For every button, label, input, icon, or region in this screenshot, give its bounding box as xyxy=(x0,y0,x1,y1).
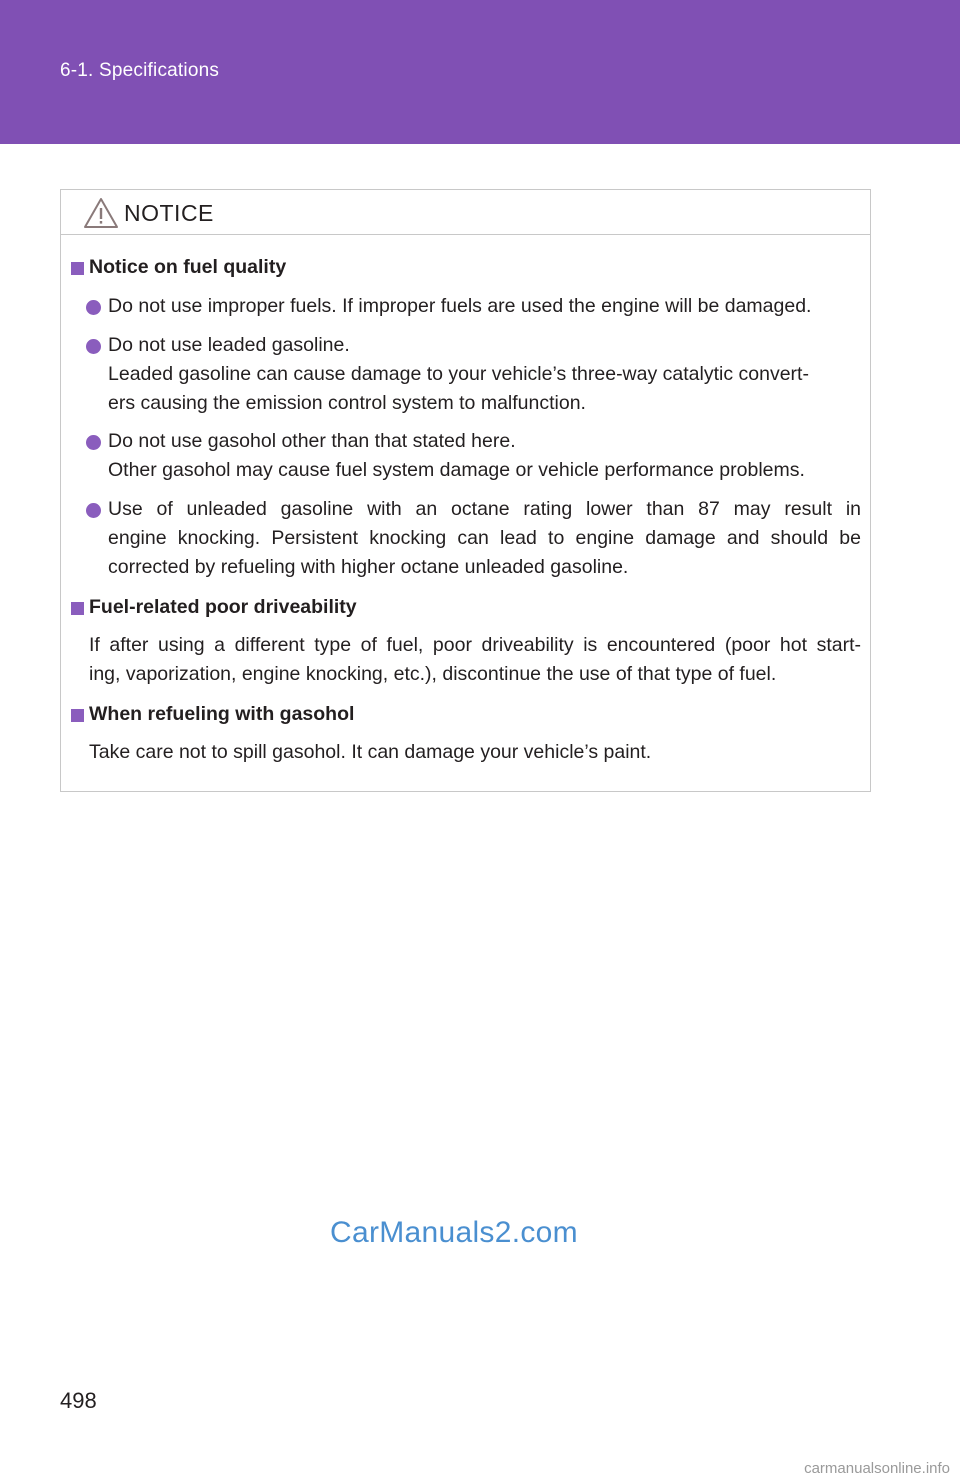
section-marker-icon xyxy=(71,262,84,275)
text-line: Do not use gasohol other than that stated here. xyxy=(108,430,516,452)
watermark-logo: CarManuals2.com xyxy=(330,1216,578,1249)
text-line: Use of unleaded gasoline with an octane rating lower than 87 may result in xyxy=(108,498,861,520)
text-line: Do not use improper fuels. If improper fuels are used the engine will be damaged. xyxy=(108,295,812,317)
section-heading: When refueling with gasohol xyxy=(89,703,355,725)
section-marker-icon xyxy=(71,709,84,722)
footer-site-link[interactable]: carmanualsonline.info xyxy=(804,1460,950,1477)
section-heading: Fuel-related poor driveability xyxy=(89,596,357,618)
bullet-text xyxy=(108,331,861,418)
text-line: ing, vaporization, engine knocking, etc.), discontinue the use of that type of fuel. xyxy=(89,663,777,685)
page-number: 498 xyxy=(60,1388,97,1413)
text-line: ers causing the emission control system to malfunction. xyxy=(108,392,586,414)
text-line: If after using a different type of fuel, poor driveability is encountered (poor hot start- xyxy=(89,634,861,656)
text-line: Take care not to spill gasohol. It can damage your vehicle’s paint. xyxy=(89,741,652,763)
bullet-icon xyxy=(86,339,101,354)
section-title: 6-1. Specifications xyxy=(60,60,220,81)
section-text xyxy=(89,631,861,689)
bullet-icon xyxy=(86,300,101,315)
notice-box xyxy=(60,189,871,792)
notice-label: NOTICE xyxy=(124,200,214,226)
notice-header xyxy=(61,190,870,235)
bullet-text xyxy=(108,427,861,485)
text-line: corrected by refueling with higher octane unleaded gasoline. xyxy=(108,556,629,578)
bullet-text xyxy=(108,292,861,321)
text-line: Do not use leaded gasoline. xyxy=(108,334,350,356)
text-line: engine knocking. Persistent knocking can lead to engine damage and should be xyxy=(108,527,861,549)
text-line: Leaded gasoline can cause damage to your vehicle’s three-way catalytic convert- xyxy=(108,363,809,385)
section-heading: Notice on fuel quality xyxy=(89,256,287,278)
section-text xyxy=(89,738,861,767)
warning-triangle-icon xyxy=(83,197,119,229)
bullet-text xyxy=(108,495,861,582)
bullet-icon xyxy=(86,435,101,450)
bullet-icon xyxy=(86,503,101,518)
section-marker-icon xyxy=(71,602,84,615)
text-line: Other gasohol may cause fuel system damage or vehicle performance problems. xyxy=(108,459,805,481)
